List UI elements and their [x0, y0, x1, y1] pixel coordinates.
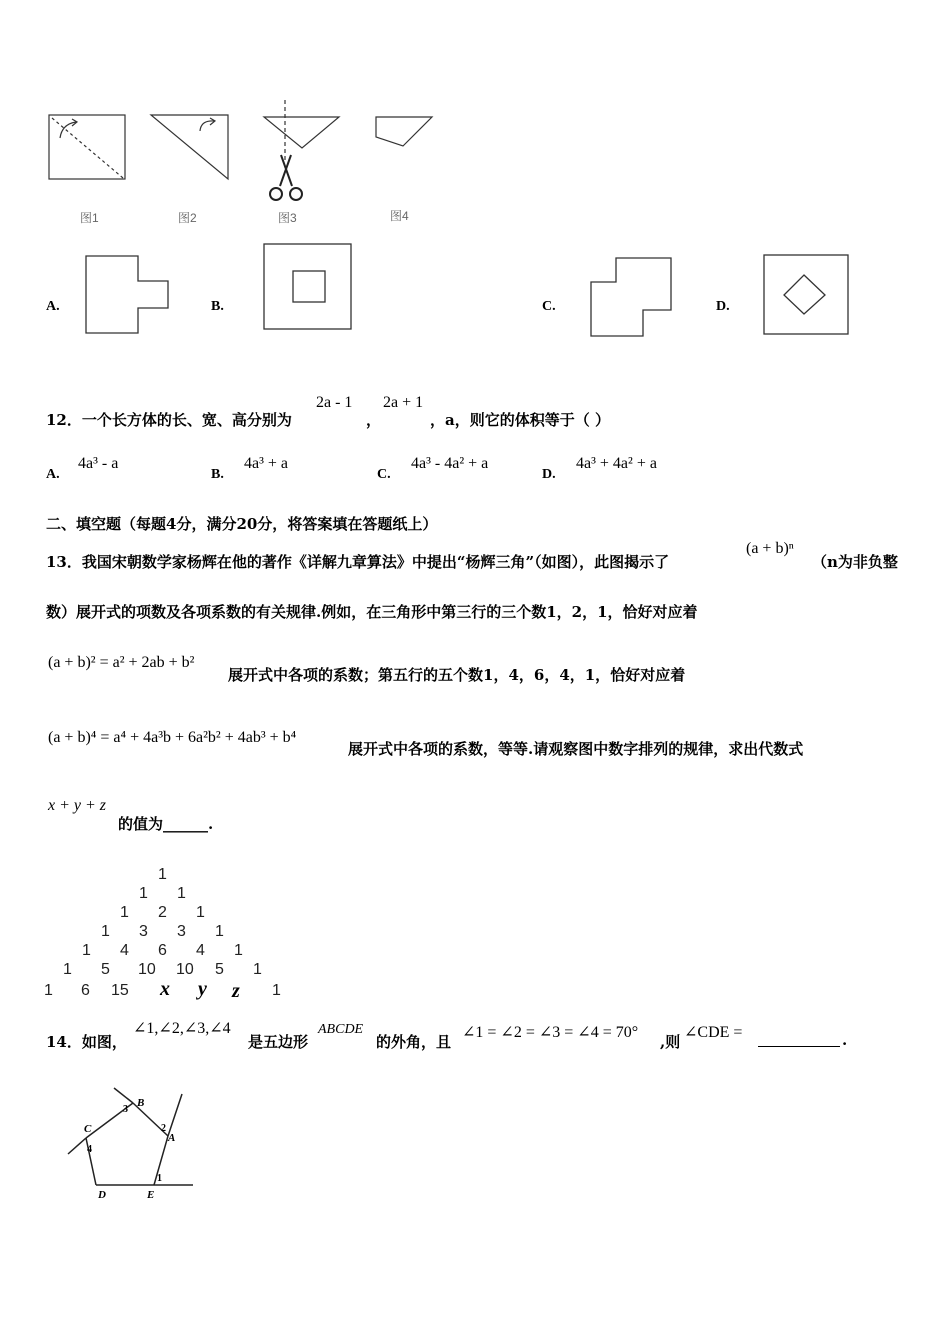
q12-option-b-expr: 4a³ + a [244, 455, 289, 472]
tri-r2-c0: 1 [120, 904, 129, 921]
q13-line5: 的值为______. [118, 815, 214, 833]
q13-eq2: (a + b)⁴ = a⁴ + 4a³b + 6a²b² + 4ab³ + b⁴ [48, 729, 297, 746]
q14-mid2: 的外角，且 [376, 1033, 452, 1051]
tri-r6-c6: 1 [272, 982, 281, 999]
tri-r6-x: x [160, 978, 170, 1000]
fig3-triangle-cut [264, 100, 339, 160]
q12-option-c-label[interactable]: C. [377, 467, 391, 482]
tri-r5-c0: 1 [63, 961, 72, 978]
q13-line1-suffix: （n为非负整 [812, 553, 898, 571]
option-c-label[interactable]: C. [542, 299, 556, 314]
pt-label-d: D [98, 1189, 106, 1201]
q12-option-b-label[interactable]: B. [211, 467, 224, 482]
q14-target: ∠CDE = [684, 1024, 743, 1041]
pt-label-c: C [84, 1123, 92, 1135]
tri-r2-c1: 2 [158, 904, 167, 921]
fig2-triangle [151, 115, 228, 179]
fig3-caption: 图3 [278, 211, 297, 225]
option-d-label[interactable]: D. [716, 299, 730, 314]
tri-r1-c0: 1 [139, 885, 148, 902]
fig4-caption: 图4 [390, 209, 409, 223]
tri-r4-c2: 6 [158, 942, 167, 959]
tri-r5-c3: 10 [176, 961, 194, 978]
q12-option-d-expr: 4a³ + 4a² + a [576, 455, 657, 472]
q14-pentagon-name: ABCDE [318, 1022, 364, 1037]
fig1-square [49, 115, 125, 179]
q12-dim1: 2a - 1 [316, 394, 353, 411]
tri-r3-c3: 1 [215, 923, 224, 940]
tri-r0-c0: 1 [158, 866, 167, 883]
angle-label-1: 1 [157, 1173, 162, 1184]
fig4-pentagon [376, 117, 432, 146]
fig1-caption: 图1 [80, 211, 99, 225]
q14-condition: ∠1 = ∠2 = ∠3 = ∠4 = 70° [462, 1024, 639, 1041]
tri-r5-c2: 10 [138, 961, 156, 978]
tri-r4-c0: 1 [82, 942, 91, 959]
q12-prefix: 12．一个长方体的长、宽、高分别为 [46, 411, 292, 429]
q13-line1: 13．我国宋朝数学家杨辉在他的著作《详解九章算法》中提出“杨辉三角”（如图），此图揭示了 [46, 553, 670, 571]
q12-sep: ， [366, 411, 382, 429]
q12-option-a-label[interactable]: A. [46, 467, 60, 482]
tri-r5-c5: 1 [253, 961, 262, 978]
tri-r5-c1: 5 [101, 961, 110, 978]
option-shapes [0, 230, 950, 350]
angle-label-3: 3 [123, 1104, 128, 1115]
angle-label-2: 2 [161, 1123, 166, 1134]
q13-line4: 展开式中各项的系数，等等.请观察图中数字排列的规律，求出代数式 [348, 740, 804, 758]
tri-r4-c3: 4 [196, 942, 205, 959]
option-a-shape [86, 256, 168, 333]
tri-r4-c1: 4 [120, 942, 129, 959]
tri-r6-c0: 1 [44, 982, 53, 999]
q14-mid1: 是五边形 [248, 1033, 309, 1051]
pt-label-b: B [137, 1097, 145, 1109]
pt-label-a: A [168, 1132, 176, 1144]
q14-prefix: 14．如图， [46, 1033, 127, 1051]
q13-expr: x + y + z [48, 797, 107, 814]
option-b-shape [264, 244, 351, 329]
q13-line3: 展开式中各项的系数；第五行的五个数1，4，6，4，1，恰好对应着 [228, 666, 686, 684]
q12-dim2: 2a + 1 [383, 394, 424, 411]
q14-mid3: ,则 [660, 1033, 681, 1051]
fold-figures [0, 0, 950, 240]
q14-end: . [842, 1031, 848, 1049]
option-a-label[interactable]: A. [46, 299, 60, 314]
q12-option-d-label[interactable]: D. [542, 467, 556, 482]
pentagon-figure [0, 1080, 260, 1210]
q14-angles: ∠1,∠2,∠3,∠4 [133, 1020, 231, 1037]
tri-r3-c1: 3 [139, 923, 148, 940]
tri-r2-c2: 1 [196, 904, 205, 921]
tri-r4-c4: 1 [234, 942, 243, 959]
tri-r3-c0: 1 [101, 923, 110, 940]
angle-label-4: 4 [87, 1144, 92, 1155]
tri-r6-y: y [198, 978, 207, 1000]
q13-line2: 数）展开式的项数及各项系数的有关规律.例如，在三角形中第三行的三个数1，2，1，恰好对应着 [46, 603, 698, 621]
q12-suffix: ，a，则它的体积等于（ ） [430, 411, 610, 429]
tri-r1-c1: 1 [177, 885, 186, 902]
tri-r6-c1: 6 [81, 982, 90, 999]
q13-eq1: (a + b)² = a² + 2ab + b² [48, 654, 195, 671]
pt-label-e: E [147, 1189, 155, 1201]
section-heading: 二、填空题（每题4分，满分20分，将答案填在答题纸上） [46, 515, 438, 533]
scissors-icon [270, 155, 302, 200]
q12-option-c-expr: 4a³ - 4a² + a [411, 455, 489, 472]
q13-binom: (a + b)ⁿ [746, 540, 794, 557]
fig2-caption: 图2 [178, 211, 197, 225]
q12-stem [46, 409, 292, 430]
option-d-shape [764, 255, 848, 334]
tri-r3-c2: 3 [177, 923, 186, 940]
q12-option-a-expr: 4a³ - a [78, 455, 119, 472]
tri-r6-c2: 15 [111, 982, 129, 999]
tri-r6-z: z [232, 980, 240, 1002]
option-c-shape [591, 258, 671, 336]
q14-answer-blank[interactable] [758, 1034, 840, 1047]
option-b-label[interactable]: B. [211, 299, 224, 314]
tri-r5-c4: 5 [215, 961, 224, 978]
